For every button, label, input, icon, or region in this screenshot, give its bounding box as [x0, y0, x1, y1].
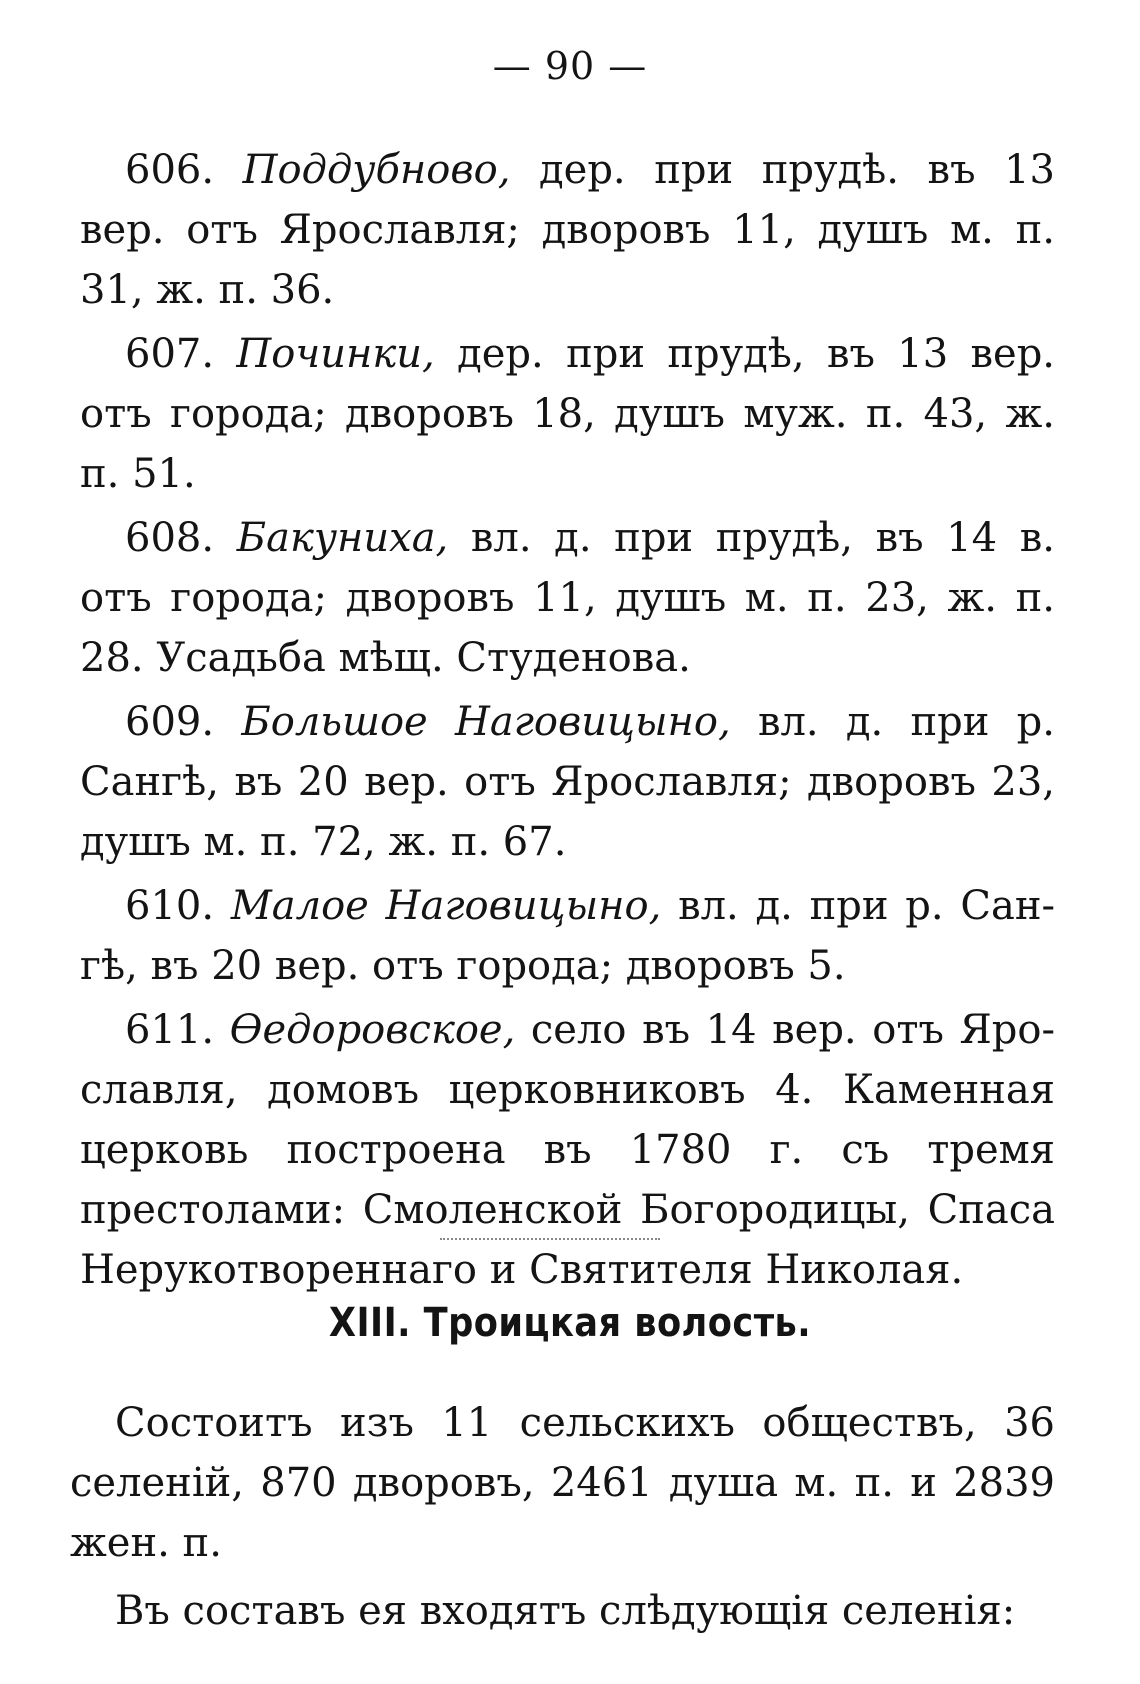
village-name: Поддубново,: [242, 147, 511, 193]
village-entry: [80, 1000, 1055, 1300]
village-entry: [80, 508, 1055, 688]
section-paragraph: Въ составъ ея входятъ слѣдующія селенія:: [115, 1588, 1016, 1634]
entry-number: 611.: [125, 1007, 215, 1053]
section-body: [70, 1393, 1055, 1649]
village-entry: [80, 876, 1055, 996]
entry-text: вл. д. при прудѣ, въ 14 в. отъ города; дворовъ 11, душъ м. п. 23, ж. п. 28. Усадьба мѣщ. Студенова.: [80, 515, 1055, 681]
entry-number: 606.: [125, 147, 215, 193]
section-heading: XIII. Троицкая волость.: [328, 1300, 812, 1346]
entry-text: дер. при прудѣ. въ 13 вер. отъ Ярославля; дворовъ 11, душъ м. п. 31, ж. п. 36.: [80, 147, 1055, 313]
village-entry-list: [80, 140, 1055, 1304]
entry-number: 607.: [125, 331, 215, 377]
village-name: Большое Наговицыно,: [241, 699, 731, 745]
village-name: Ѳедоровское,: [229, 1007, 516, 1053]
village-name: Малое Наговицыно,: [230, 883, 662, 929]
entry-number: 608.: [125, 515, 215, 561]
village-entry: [80, 692, 1055, 872]
entry-number: 610.: [125, 883, 215, 929]
section-divider: [440, 1238, 660, 1240]
entry-number: 609.: [125, 699, 215, 745]
village-name: Починки,: [236, 331, 435, 377]
entry-text: вл. д. при р. Сангѣ, въ 20 вер. отъ города; дворовъ 5.: [80, 883, 1055, 989]
page-number: — 90 —: [492, 44, 648, 88]
village-entry: [80, 324, 1055, 504]
entry-text: вл. д. при р. Сангѣ, въ 20 вер. отъ Ярославля; дворовъ 23, душъ м. п. 72, ж. п. 67.: [80, 699, 1056, 865]
section-paragraph: Состоитъ изъ 11 сельскихъ обществъ, 36 селеній, 870 дворовъ, 2461 душа м. п. и 2839 жен. п.: [70, 1400, 1055, 1566]
village-entry: [80, 140, 1055, 320]
entry-text: село въ 14 вер. отъ Ярославля, домовъ церковниковъ 4. Каменная церковь построена въ 1780 г. съ тремя престолами: Смоленской Богородицы, Спаса Нерукотвореннаго и Святителя Николая.: [80, 1007, 1056, 1293]
entry-text: дер. при прудѣ, въ 13 вер. отъ города; дворовъ 18, душъ муж. п. 43, ж. п. 51.: [80, 331, 1056, 497]
village-name: Бакуниха,: [236, 515, 449, 561]
